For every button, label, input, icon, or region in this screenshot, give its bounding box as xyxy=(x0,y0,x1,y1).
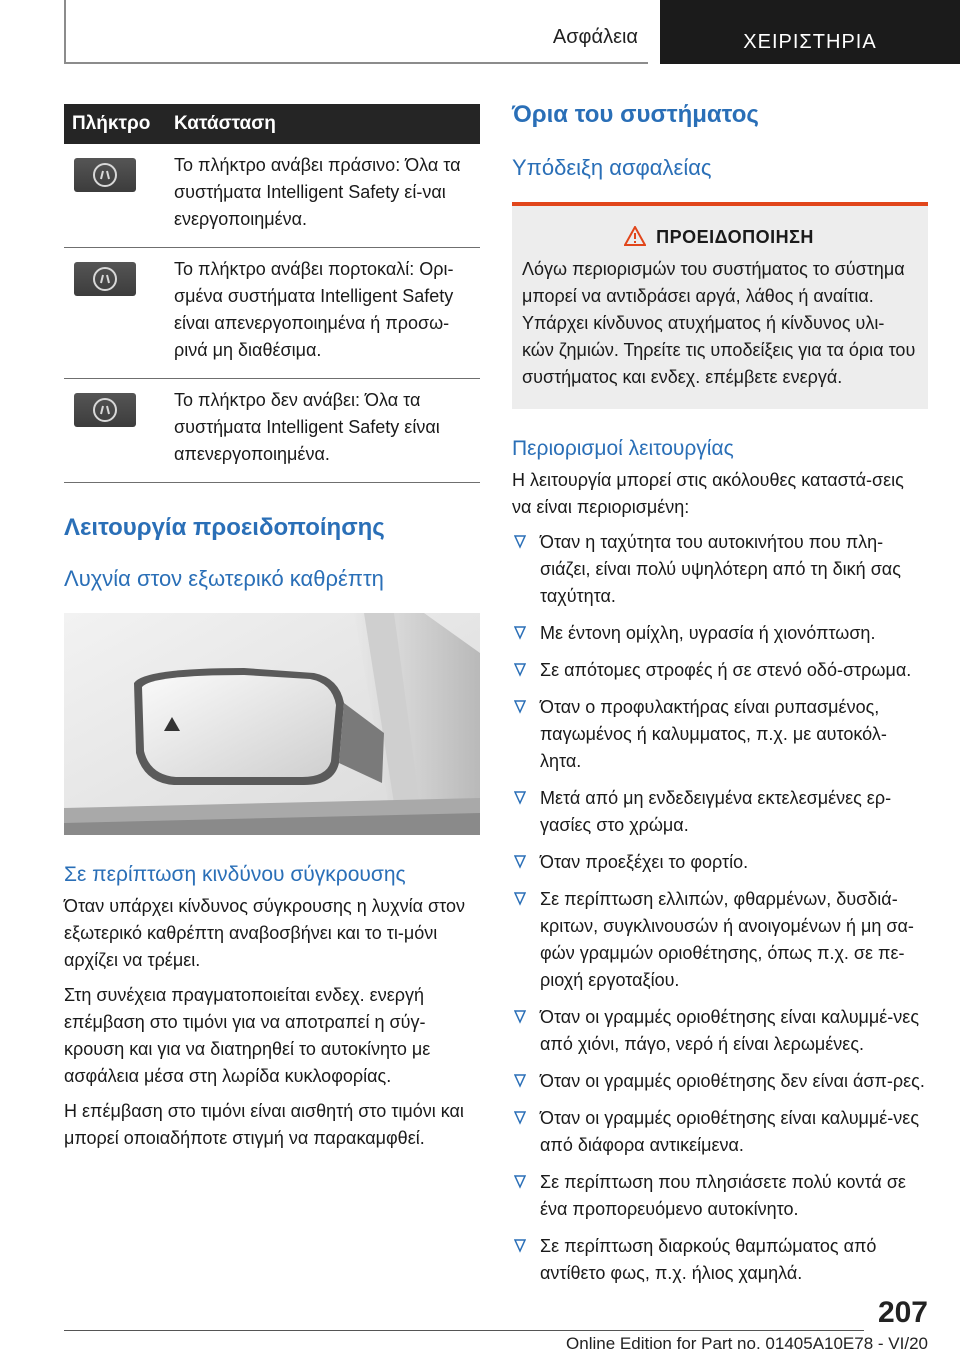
warning-box xyxy=(512,202,928,409)
list-item: Μετά από μη ενδεδειγμένα εκτελεσμένες ερ-γασίες στο χρώμα. xyxy=(512,785,928,839)
limits-list xyxy=(512,529,928,1287)
triangle-bullet-icon xyxy=(514,1111,526,1125)
triangle-bullet-icon xyxy=(514,1239,526,1253)
assist-button-green-icon xyxy=(74,158,136,192)
triangle-bullet-icon xyxy=(514,626,526,640)
collision-risk-heading: Σε περίπτωση κινδύνου σύγκρουσης xyxy=(64,863,406,886)
header-rule-vertical xyxy=(64,0,66,62)
list-item: Με έντονη ομίχλη, υγρασία ή χιονόπτωση. xyxy=(512,620,928,647)
triangle-bullet-icon xyxy=(514,663,526,677)
limits-intro: Η λειτουργία μπορεί στις ακόλουθες καταστά-σεις να είναι περιορισμένη: xyxy=(512,470,904,517)
table-header-row xyxy=(64,104,480,144)
table-row xyxy=(64,379,480,483)
paragraph: Όταν υπάρχει κίνδυνος σύγκρουσης η λυχνία στον εξωτερικό καθρέπτη αναβοσβήνει και το τι-μόνι αρχίζει να τρέμει. xyxy=(64,896,465,970)
list-item: Σε περίπτωση ελλιπών, φθαρμένων, δυσδιά-κριτων, συγκλινουσών ή ανοιγομένων ή μη σα-φών γραμμών οριοθέτησης, όπως π.χ. σε πε-ριοχή εργοταξίου. xyxy=(512,886,928,994)
safety-note-heading: Υπόδειξη ασφαλείας xyxy=(512,155,712,180)
triangle-bullet-icon xyxy=(514,1010,526,1024)
footer-rule xyxy=(64,1330,864,1331)
triangle-bullet-icon xyxy=(514,791,526,805)
assist-button-off-icon xyxy=(74,393,136,427)
list-item: Όταν οι γραμμές οριοθέτησης δεν είναι άσπ-ρες. xyxy=(512,1068,928,1095)
paragraph: Στη συνέχεια πραγματοποιείται ενδεχ. ενεργή επέμβαση στο τιμόνι για να αποτραπεί η σύγ-κρουση και για να διατηρηθεί το αυτοκίνητο με ασφάλεια μέσα στη λωρίδα κυκλοφορίας. xyxy=(64,985,431,1086)
table-row xyxy=(64,248,480,379)
list-item: Σε περίπτωση που πλησιάσετε πολύ κοντά σε ένα προπορευόμενο αυτοκίνητο. xyxy=(512,1169,928,1223)
side-mirror-photo xyxy=(64,613,480,835)
header-chapter-tab: ΧΕΙΡΙΣΤΗΡΙΑ xyxy=(660,0,960,64)
triangle-bullet-icon xyxy=(514,1074,526,1088)
list-item: Σε περίπτωση διαρκούς θαμπώματος από αντίθετο φως, π.χ. ήλιος χαμηλά. xyxy=(512,1233,928,1287)
left-column xyxy=(64,104,480,1152)
list-item: Όταν οι γραμμές οριοθέτησης είναι καλυμμέ-νες από χιόνι, πάγο, νερό ή είναι λερωμένες. xyxy=(512,1004,928,1058)
list-item: Όταν προεξέχει το φορτίο. xyxy=(512,849,928,876)
footer-edition: Online Edition for Part no. 01405A10E78 - VI/20 xyxy=(566,1334,928,1353)
warning-triangle-icon xyxy=(624,226,646,246)
triangle-bullet-icon xyxy=(514,855,526,869)
triangle-bullet-icon xyxy=(514,535,526,549)
mirror-lamp-subtitle: Λυχνία στον εξωτερικό καθρέπτη xyxy=(64,566,384,591)
header-section-title: Ασφάλεια xyxy=(552,26,638,48)
triangle-bullet-icon xyxy=(514,892,526,906)
table-header-key: Πλήκτρο xyxy=(64,104,168,144)
system-limits-title: Όρια του συστήματος xyxy=(512,101,759,128)
list-item: Όταν η ταχύτητα του αυτοκινήτου που πλη-σιάζει, είναι πολύ υψηλότερη από τη δική σας ταχύτητα. xyxy=(512,529,928,610)
triangle-bullet-icon xyxy=(514,700,526,714)
page-number: 207 xyxy=(877,1296,928,1329)
triangle-bullet-icon xyxy=(514,1175,526,1189)
right-column xyxy=(512,100,928,1297)
list-item: Όταν ο προφυλακτήρας είναι ρυπασμένος, παγωμένος ή καλυμματος, π.χ. με αυτοκόλ-λητα. xyxy=(512,694,928,775)
list-item: Όταν οι γραμμές οριοθέτησης είναι καλυμμέ-νες από διάφορα αντικείμενα. xyxy=(512,1105,928,1159)
functional-limits-heading: Περιορισμοί λειτουργίας xyxy=(512,437,734,460)
table-header-state: Κατάσταση xyxy=(168,104,480,144)
assist-button-orange-icon xyxy=(74,262,136,296)
warning-label: ΠΡΟΕΙΔΟΠΟΙΗΣΗ xyxy=(656,227,814,247)
warning-title xyxy=(522,226,916,248)
list-item: Σε απότομες στροφές ή σε στενό οδό-στρωμα. xyxy=(512,657,928,684)
header-rule-horizontal xyxy=(64,62,648,64)
table-cell-state: Το πλήκτρο δεν ανάβει: Όλα τα συστήματα Intelligent Safety είναι απενεργοποιημένα. xyxy=(168,379,480,483)
table-cell-state: Το πλήκτρο ανάβει πορτοκαλί: Ορι-σμένα συστήματα Intelligent Safety είναι απενεργοποιημένα ή προσω-ρινά μη διαθέσιμα. xyxy=(168,248,480,379)
button-status-table xyxy=(64,104,480,483)
warning-text: Λόγω περιορισμών του συστήματος το σύστημα μπορεί να αντιδράσει αργά, λάθος ή αναίτια. Υπάρχει κίνδυνος ατυχήματος ή κίνδυνος υλι-κών ζημιών. Τηρείτε τις υποδείξεις για τα όρια του συστήματος και ενδεχ. επέμβετε ενεργά. xyxy=(522,259,916,387)
table-row xyxy=(64,144,480,248)
warning-function-title: Λειτουργία προειδοποίησης xyxy=(64,514,385,541)
paragraph: Η επέμβαση στο τιμόνι είναι αισθητή στο τιμόνι και μπορεί οποιαδήποτε στιγμή να παρακαμφθεί. xyxy=(64,1101,464,1148)
table-cell-state: Το πλήκτρο ανάβει πράσινο: Όλα τα συστήματα Intelligent Safety εί-ναι ενεργοποιημένα. xyxy=(168,144,480,248)
